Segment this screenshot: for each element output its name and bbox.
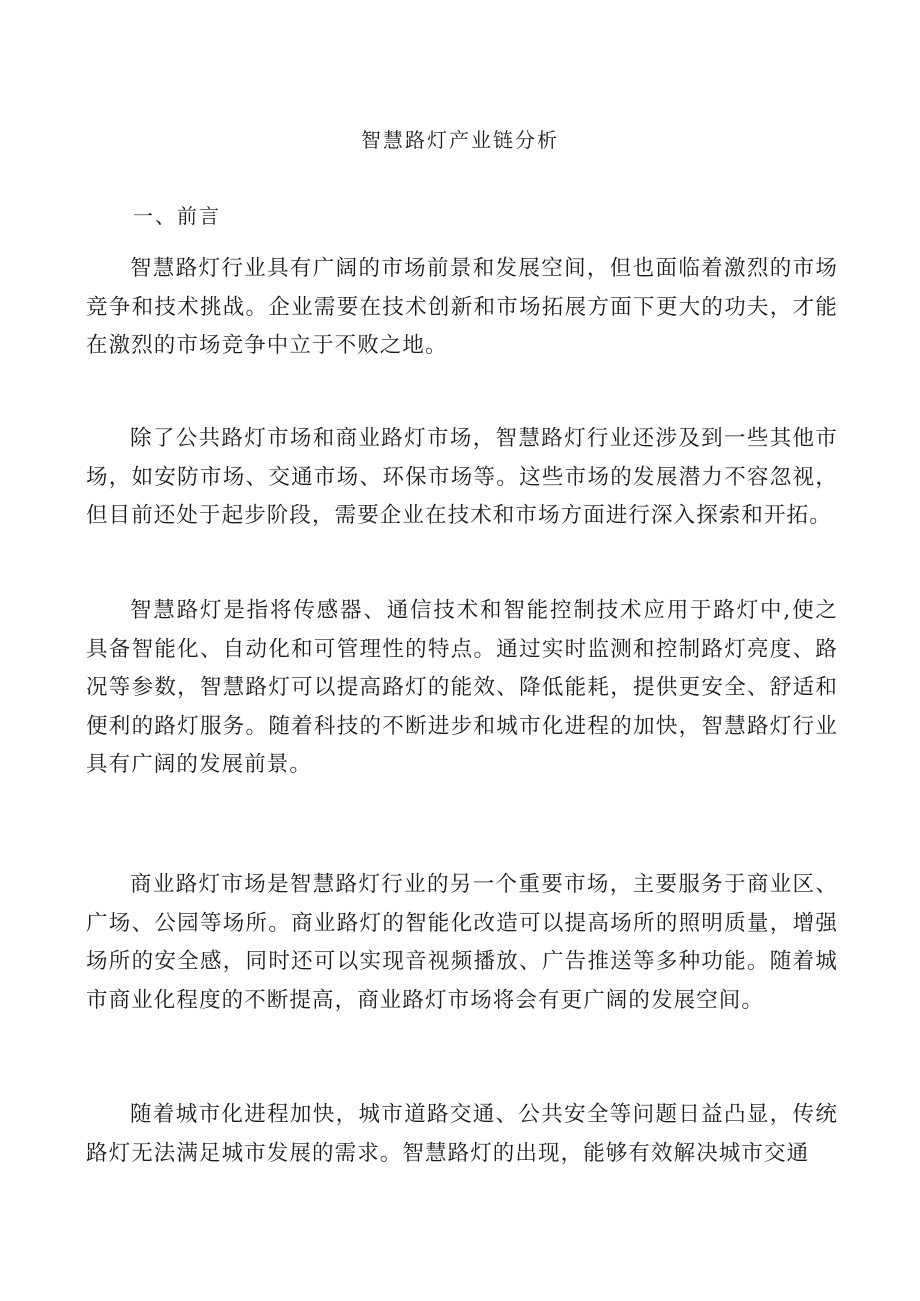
paragraph-1: 智慧路灯行业具有广阔的市场前景和发展空间，但也面临着激烈的市场竞争和技术挑战。企业需要在技术创新和市场拓展方面下更大的功夫，才能在激烈的市场竞争中立于不败之地。 bbox=[86, 256, 838, 358]
document-title: 智慧路灯产业链分析 bbox=[361, 128, 559, 152]
paragraph-4: 商业路灯市场是智慧路灯行业的另一个重要市场，主要服务于商业区、广场、公园等场所。商业路灯的智能化改造可以提高场所的照明质量，增强场所的安全感，同时还可以实现音视频播放、广告推送等多种功能。随着城市商业化程度的不断提高，商业路灯市场将会有更广阔的发展空间。 bbox=[86, 872, 838, 1013]
paragraph-5: 随着城市化进程加快，城市道路交通、公共安全等问题日益凸显，传统路灯无法满足城市发展的需求。智慧路灯的出现，能够有效解决城市交通 bbox=[86, 1102, 838, 1166]
paragraph-3: 智慧路灯是指将传感器、通信技术和智能控制技术应用于路灯中,使之具备智能化、自动化和可管理性的特点。通过实时监测和控制路灯亮度、路况等参数，智慧路灯可以提高路灯的能效、降低能耗，提供更安全、舒适和便利的路灯服务。随着科技的不断进步和城市化进程的加快，智慧路灯行业具有广阔的发展前景。 bbox=[86, 598, 838, 777]
section-heading: 一、前言 bbox=[133, 204, 221, 228]
paragraph-2: 除了公共路灯市场和商业路灯市场，智慧路灯行业还涉及到一些其他市场，如安防市场、交通市场、环保市场等。这些市场的发展潜力不容忽视，但目前还处于起步阶段，需要企业在技术和市场方面进行深入探索和开拓。 bbox=[86, 426, 838, 528]
